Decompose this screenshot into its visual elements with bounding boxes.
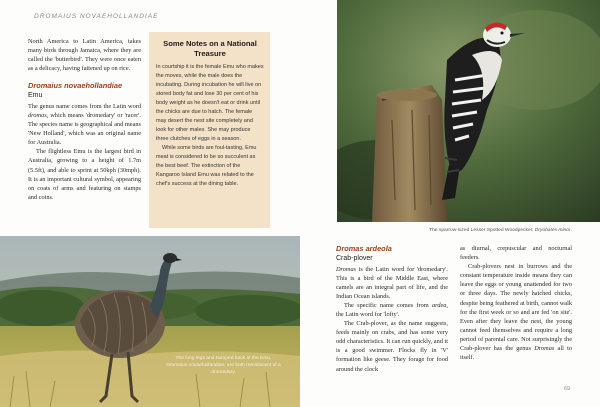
species-heading: Dromaius novaehollandiae <box>28 81 123 91</box>
running-head: DROMAIUS NOVAEHOLLANDIAE <box>34 13 159 20</box>
woodpecker-photo <box>337 0 600 222</box>
middle-text-column <box>336 244 448 374</box>
paragraph: as diurnal, crepuscular and nocturnal feeders. <box>460 245 572 262</box>
paragraph: Dromas is the Latin word for 'dromedary'. This is a bird of the Middle East, where camels are an integral part of life, and the Indian Ocean islands. <box>336 265 448 300</box>
paragraph: North America to Latin America, takes many birds through Jamaica, where they are called the 'butterbird'. They were once eaten as a delicacy, having fattened up on rice. <box>28 38 141 73</box>
paragraph: The flightless Emu is the largest bird in Australia, growing to a height of 1.7m (5.5ft), and able to sprint at 50kph (30mph). It is an important cultural symbol, appearing on coats of arms and featuring on stamps and coins. <box>28 148 141 201</box>
common-name: Crab-plover <box>336 255 373 262</box>
paragraph: The specific name comes from ardea, the Latin word for 'lofty'. <box>336 301 448 318</box>
sidebar-title: Some Notes on a National Treasure <box>163 39 257 58</box>
page-number: 69 <box>564 386 571 392</box>
sidebar-box <box>149 32 270 228</box>
common-name: Emu <box>28 92 43 100</box>
emu-photo <box>0 236 300 407</box>
emu-caption: The long legs and humped back of the Emu, Dromaius novaehollandiae, are both reminiscent of a dromedary. <box>166 356 281 375</box>
paragraph: Crab-plovers nest in burrows and the constant temperature inside means they can leave the eggs or young unattended for two or three days. The newly hatched chicks, despite being feathered at birth, cannot walk for the first week or so and are fed 'on site'. Even after they leave the nest, the young cannot feed themselves and require a long period of parental care. Not surprisingly the Crab-plover has the genus Dromas all to itself. <box>460 263 573 362</box>
right-text-column <box>460 244 572 362</box>
paragraph: The Crab-plover, as the name suggests, feeds mainly on crabs, and has some very odd characteristics. It can run quickly, and it is a good swimmer. Flocks fly in 'V' formation like geese. They forage for food around the clock <box>336 320 448 373</box>
sidebar-paragraph: While some birds are foul-tasting, Emu meat is considered to be so succulent as the best beef. The extinction of the Kangaroo Island Emu was related to the chef's success at the dining table. <box>156 145 257 187</box>
woodpecker-caption: The sparrow-sized Lesser Spotted Woodpecker, Dryobates minor. <box>429 228 572 233</box>
left-text-column <box>28 37 141 202</box>
species-heading: Dromas ardeola <box>336 244 392 253</box>
paragraph: The genus name comes from the Latin word dromas, which means 'dromedary' or 'racer'. The species name is geographical and means 'New Holland', which was an original name for Australia. <box>28 102 141 147</box>
sidebar-paragraph: In courtship it is the female Emu who makes the moves, while the male does the incubating. During incubation he will live on stored body fat and lose 30 per cent of his body weight as he doesn't eat or drink until the chicks are due to hatch. The female may desert the nest site completely and look for other males. She may produce three clutches of eggs in a season. <box>156 64 264 142</box>
